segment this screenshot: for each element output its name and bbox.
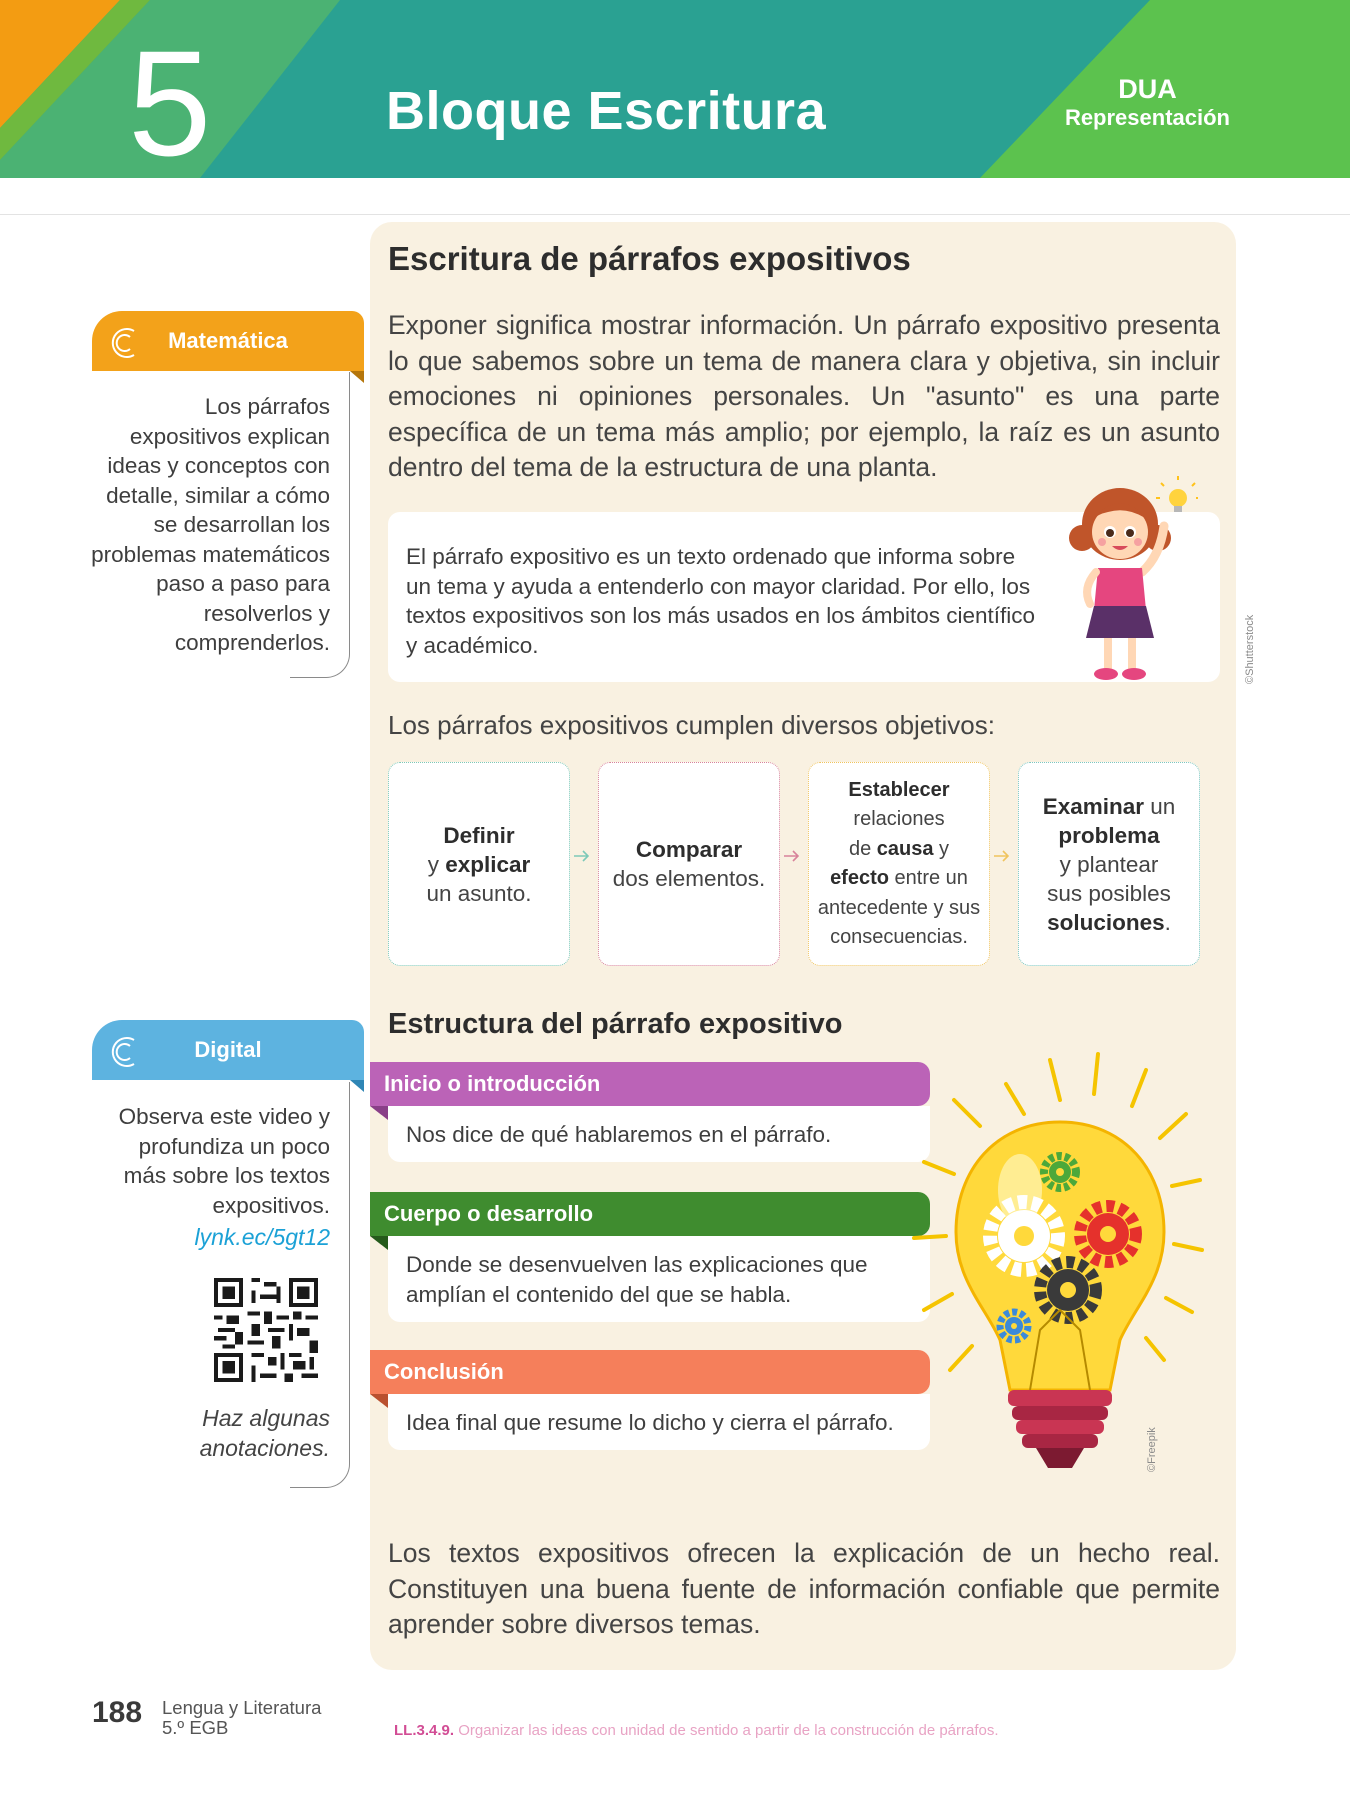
objective-keyword: soluciones bbox=[1047, 909, 1165, 935]
objective-text: de bbox=[848, 837, 877, 860]
notes-prompt: Haz algunas anotaciones. bbox=[199, 1405, 330, 1461]
image-credit: ©Shutterstock bbox=[1244, 614, 1256, 684]
band-fold bbox=[370, 1394, 388, 1408]
idea-bulb-icon bbox=[1156, 476, 1198, 512]
objective-text: dos elementos. bbox=[612, 866, 766, 891]
gears-lightbulb-illustration bbox=[910, 1040, 1210, 1480]
swirl-icon bbox=[104, 323, 144, 363]
definition-text: El párrafo expositivo es un texto ordenado que informa sobre un tema y ayuda a entenderlo con mayor claridad. Por ello, los textos expositivos son los más usados en los ámbitos científico y académico. bbox=[406, 544, 1036, 658]
objective-keyword: Establecer bbox=[848, 778, 950, 801]
objective-text: entre un bbox=[888, 867, 968, 889]
objective-text: un asunto. bbox=[426, 880, 532, 906]
digital-tab-label: Digital bbox=[194, 1037, 262, 1062]
arrow-right-icon bbox=[572, 846, 592, 866]
math-text: Los párrafos expositivos explican ideas y conceptos con detalle, similar a cómo se desarrollan los problemas matemáticos paso a paso para resolverlos y comprenderlos. bbox=[91, 394, 330, 655]
video-link[interactable]: lynk.ec/5gt12 bbox=[194, 1224, 330, 1250]
objective-card-examine bbox=[1018, 762, 1200, 966]
objective-keyword: explicar bbox=[445, 851, 531, 877]
objectives-lead: Los párrafos expositivos cumplen diversos objetivos: bbox=[388, 710, 995, 740]
objective-card-define bbox=[388, 762, 570, 966]
subject-info bbox=[162, 1698, 321, 1738]
skill-code: LL.3.4.9. bbox=[394, 1722, 455, 1739]
tab-fold bbox=[350, 371, 364, 383]
page-number: 188 bbox=[92, 1696, 143, 1729]
dua-title: DUA bbox=[1118, 74, 1177, 104]
objective-text: . bbox=[1164, 909, 1171, 935]
math-tab bbox=[92, 311, 364, 371]
objective-card-compare bbox=[598, 762, 780, 966]
qr-code-icon[interactable] bbox=[214, 1278, 318, 1382]
structure-label-conclusion: Conclusión bbox=[370, 1350, 930, 1394]
arrow-right-icon bbox=[782, 846, 802, 866]
header-divider bbox=[0, 214, 1350, 215]
skill-statement bbox=[394, 1722, 999, 1739]
objective-text: y plantear bbox=[1059, 851, 1159, 877]
objective-keyword: efecto bbox=[830, 867, 889, 889]
structure-label-intro: Inicio o introducción bbox=[370, 1062, 930, 1106]
grade-level: 5.º EGB bbox=[162, 1717, 229, 1738]
objective-keyword: causa bbox=[876, 837, 934, 860]
structure-label-body: Cuerpo o desarrollo bbox=[370, 1192, 930, 1236]
objective-text: antecedente y sus bbox=[817, 896, 981, 919]
unit-number: 5 bbox=[128, 19, 212, 178]
closing-paragraph: Los textos expositivos ofrecen la explicación de un hecho real. Constituyen una buena fuente de información confiable que permite aprender sobre diversos temas. bbox=[388, 1538, 1220, 1639]
girl-illustration bbox=[1068, 476, 1198, 686]
objective-keyword: Definir bbox=[443, 822, 515, 848]
skill-text: Organizar las ideas con unidad de sentido a partir de la construcción de párrafos. bbox=[458, 1722, 999, 1739]
objective-text: sus posibles bbox=[1047, 880, 1171, 906]
objective-text: relaciones bbox=[853, 808, 945, 830]
digital-tab bbox=[92, 1020, 364, 1080]
swirl-icon bbox=[104, 1032, 144, 1072]
objective-text: un bbox=[1144, 793, 1176, 819]
tab-fold bbox=[350, 1080, 364, 1092]
objective-text: y bbox=[427, 851, 446, 877]
objective-card-cause-effect bbox=[808, 762, 990, 966]
structure-text-body: Donde se desenvuelven las explicaciones que amplían el contenido del que se habla. bbox=[388, 1236, 930, 1322]
bulb-base bbox=[1008, 1390, 1112, 1468]
dua-badge bbox=[1065, 74, 1230, 131]
band-fold bbox=[370, 1106, 388, 1120]
section-title: Escritura de párrafos expositivos bbox=[388, 240, 911, 277]
objective-keyword: Comparar bbox=[635, 837, 743, 862]
digital-text: Observa este video y profundiza un poco más sobre los textos expositivos. bbox=[118, 1104, 330, 1218]
objective-keyword: Examinar bbox=[1042, 793, 1145, 819]
dua-subtitle: Representación bbox=[1064, 105, 1230, 131]
intro-paragraph: Exponer significa mostrar información. Un párrafo expositivo presenta lo que sabemos sobre un tema de manera clara y objetiva, sin incluir emociones ni opiniones personales. Un "asunto" es una parte específica de un tema más amplio; por ejemplo, la raíz es un asunto dentro del tema de la estructura de una planta. bbox=[388, 310, 1220, 482]
objective-text: consecuencias. bbox=[830, 926, 968, 948]
structure-text-intro: Nos dice de qué hablaremos en el párrafo. bbox=[388, 1106, 930, 1162]
band-fold bbox=[370, 1236, 388, 1250]
structure-text-conclusion: Idea final que resume lo dicho y cierra el párrafo. bbox=[388, 1394, 930, 1450]
objective-text: y bbox=[933, 837, 950, 860]
math-tab-label: Matemática bbox=[168, 328, 288, 353]
subject-name: Lengua y Literatura bbox=[162, 1697, 322, 1718]
page-header bbox=[0, 0, 1350, 178]
arrow-right-icon bbox=[992, 846, 1012, 866]
objective-keyword: problema bbox=[1058, 822, 1160, 848]
structure-title: Estructura del párrafo expositivo bbox=[388, 1008, 843, 1040]
image-credit: ©Freepik bbox=[1146, 1427, 1158, 1472]
block-title: Bloque Escritura bbox=[386, 81, 827, 141]
